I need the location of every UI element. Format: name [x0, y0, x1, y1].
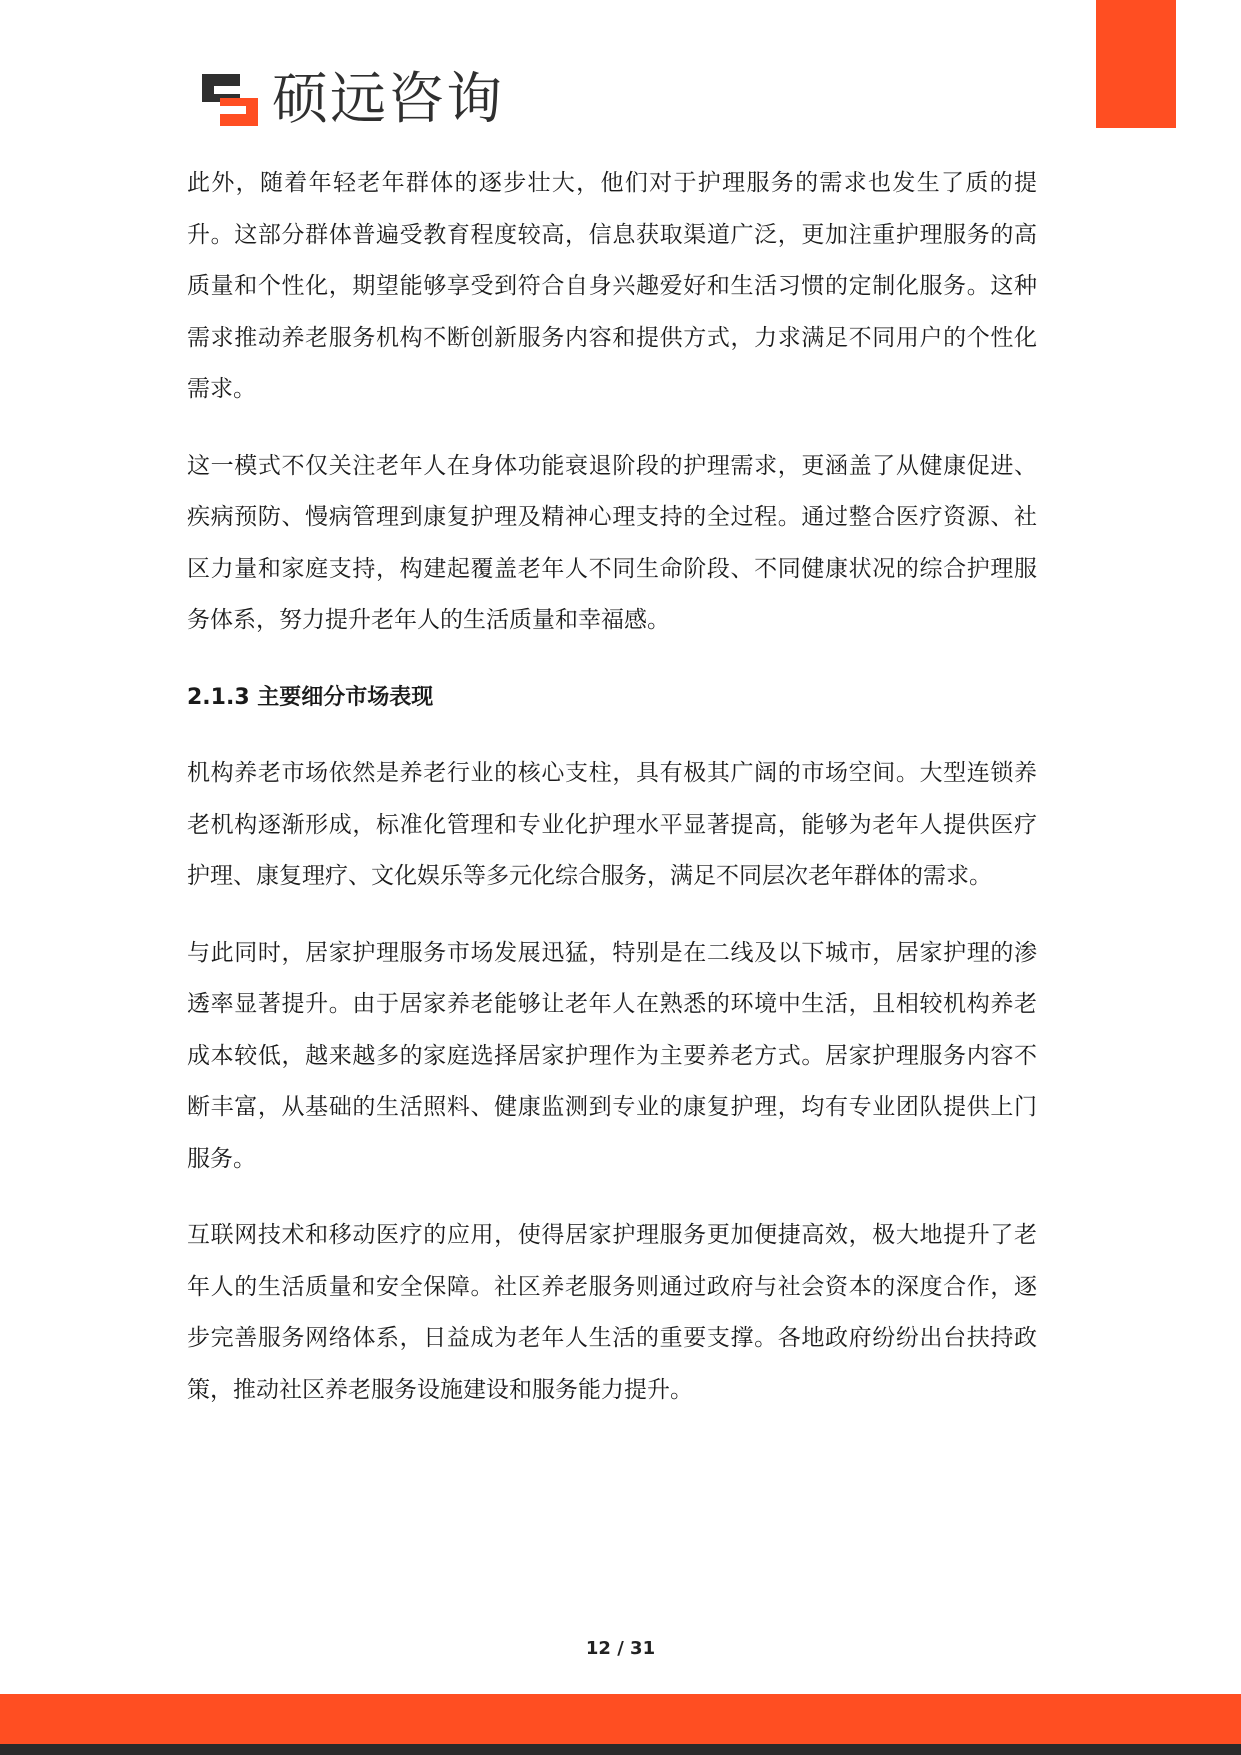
paragraph: 互联网技术和移动医疗的应用，使得居家护理服务更加便捷高效，极大地提升了老年人的生活质量和安全保障。社区养老服务则通过政府与社会资本的深度合作，逐步完善服务网络体系，日益成为老年人生活的重要支撑。各地政府纷纷出台扶持政策，推动社区养老服务设施建设和服务能力提升。	[187, 1222, 1037, 1403]
brand-s-icon	[200, 72, 260, 128]
paragraph: 此外，随着年轻老年群体的逐步壮大，他们对于护理服务的需求也发生了质的提升。这部分群体普遍受教育程度较高，信息获取渠道广泛，更加注重护理服务的高质量和个性化，期望能够享受到符合自身兴趣爱好和生活习惯的定制化服务。这种需求推动养老服务机构不断创新服务内容和提供方式，力求满足不同用户的个性化需求。	[187, 170, 1037, 402]
footer-dark-strip	[0, 1744, 1241, 1755]
footer-accent-bar	[0, 1694, 1241, 1744]
brand-name: 硕远咨询	[272, 67, 504, 132]
brand-logo	[200, 68, 504, 132]
page-number: 12 / 31	[585, 1638, 656, 1659]
section-heading: 2.1.3 主要细分市场表现	[187, 684, 434, 710]
paragraph: 与此同时，居家护理服务市场发展迅猛，特别是在二线及以下城市，居家护理的渗透率显著提升。由于居家养老能够让老年人在熟悉的环境中生活，且相较机构养老成本较低，越来越多的家庭选择居家护理作为主要养老方式。居家护理服务内容不断丰富，从基础的生活照料、健康监测到专业的康复护理，均有专业团队提供上门服务。	[187, 939, 1037, 1172]
paragraph: 机构养老市场依然是养老行业的核心支柱，具有极其广阔的市场空间。大型连锁养老机构逐渐形成，标准化管理和专业化护理水平显著提高，能够为老年人提供医疗护理、康复理疗、文化娱乐等多元化综合服务，满足不同层次老年群体的需求。	[187, 760, 1037, 889]
corner-accent-block	[1096, 0, 1176, 128]
paragraph: 这一模式不仅关注老年人在身体功能衰退阶段的护理需求，更涵盖了从健康促进、疾病预防、慢病管理到康复护理及精神心理支持的全过程。通过整合医疗资源、社区力量和家庭支持，构建起覆盖老年人不同生命阶段、不同健康状况的综合护理服务体系，努力提升老年人的生活质量和幸福感。	[187, 452, 1037, 633]
document-body	[187, 158, 1037, 1441]
